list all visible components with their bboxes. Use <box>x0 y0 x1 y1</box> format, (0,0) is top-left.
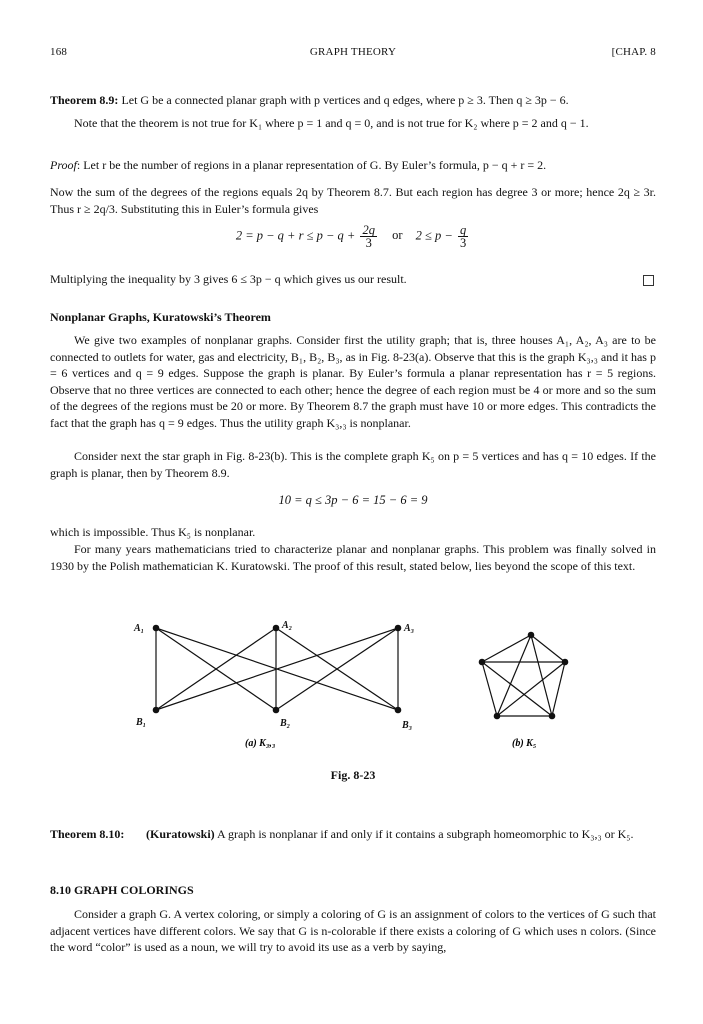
vertex-b2 <box>273 707 280 714</box>
section-8-10-para: Consider a graph G. A vertex coloring, or simply a coloring of G is an assignment of colors to the vertices of G such that adjacent vertices have different colors. We say that G is n-colorable if there exists a coloring of G which uses n colors. (Since the word “color” is used as a noun, we will try to avoid its use as a verb by saying, <box>50 907 656 954</box>
label-a2: A₂ <box>282 620 293 631</box>
eq-left: 2 = p − q + r ≤ p − q + <box>235 228 356 243</box>
k5-vertex-1 <box>528 632 535 639</box>
section-8-10-heading: 8.10 GRAPH COLORINGS <box>50 883 194 897</box>
k5-vertex-3 <box>562 659 569 666</box>
theorem-8-9-label: Theorem 8.9: <box>50 93 119 107</box>
vertex-a2 <box>273 625 280 632</box>
proof-line-1 <box>50 157 656 174</box>
eq-or: or <box>392 228 403 243</box>
qed-box <box>643 275 654 286</box>
vertex-a1 <box>153 625 160 632</box>
label-a1: A₁ <box>134 623 145 634</box>
eq-fraction-1: $\frac{2q}{3}$ <box>362 223 375 250</box>
section-para-2: Consider next the star graph in Fig. 8-23(b). This is the complete graph K₅ on p = 5 vertices and has q = 10 edges. If the graph is planar, then by Theorem 8.9. <box>50 449 656 480</box>
k33-edges <box>156 628 398 710</box>
figure-caption: Fig. 8-23 <box>330 768 376 782</box>
eq-right: 2 ≤ p − <box>415 228 453 243</box>
k5-vertex-2 <box>479 659 486 666</box>
proof-equation <box>50 224 656 249</box>
figure-8-23 <box>50 610 656 760</box>
k5-equation: 10 = q ≤ 3p − 6 = 15 − 6 = 9 <box>278 493 428 507</box>
vertex-b3 <box>395 707 402 714</box>
vertex-a3 <box>395 625 402 632</box>
proof-conclusion: Multiplying the inequality by 3 gives 6 ≤ 3p − q which gives us our result. <box>50 272 407 286</box>
vertex-b1 <box>153 707 160 714</box>
k5-vertex-5 <box>549 713 556 720</box>
label-b2: B₂ <box>280 718 291 729</box>
theorem-8-10-body <box>146 826 656 843</box>
proof-text: : Let r be the number of regions in a planar representation of G. By Euler’s formula, p − q + r = 2. <box>76 158 547 172</box>
section-para-4: For many years mathematicians tried to characterize planar and nonplanar graphs. This problem was finally solved in 1930 by the Polish mathematician K. Kuratowski. The proof of this result, stated below, lies beyond the scope of this text. <box>50 542 656 573</box>
caption-a: (a) K₃,₃ <box>245 738 276 749</box>
k5-edges <box>482 635 565 716</box>
page-number: 168 <box>50 46 68 58</box>
theorem-8-10-label: Theorem 8.10: <box>50 827 125 841</box>
proof-line-2: Now the sum of the degrees of the regions equals 2q by Theorem 8.7. But each region has degree 3 or more; hence 2q ≥ 3r. Thus r ≥ 2q/3. Substituting this in Euler’s formula gives <box>50 185 656 216</box>
chapter-label: [CHAP. 8 <box>611 46 656 58</box>
proof-label: Proof <box>50 158 77 172</box>
label-b3: B₃ <box>402 720 413 731</box>
label-b1: B₁ <box>136 717 147 728</box>
label-a3: A₃ <box>404 623 415 634</box>
theorem-note: Note that the theorem is not true for K₁ where p = 1 and q = 0, and is not true for K₂ where p = 2 and q − 1. <box>74 116 589 130</box>
section-para-1: We give two examples of nonplanar graphs. Consider first the utility graph; that is, three houses A₁, A₂, A₃ are to be connected to outlets for water, gas and electricity, B₁, B₂, B₃, as in Fig. 8-23(a). Observe that this is the graph K₃,₃ and it has p = 6 vertices and q = 9 edges. Suppose the graph is planar. By Euler’s formula a planar representation has r = 5 regions. Observe that no three vertices are connected to each other; hence the degree of each region must be 4 or more and so the sum of the degrees of the regions must be 20 or more. By Theorem 8.7 the graph must have 10 or more edges. This contradicts the fact that the graph has q = 9 edges. Thus the utility graph K₃,₃ is nonplanar. <box>50 333 656 430</box>
theorem-8-10-name: (Kuratowski) <box>146 827 215 841</box>
section-heading: Nonplanar Graphs, Kuratowski’s Theorem <box>50 310 271 324</box>
theorem-8-9 <box>50 92 656 109</box>
theorem-8-10-text: A graph is nonplanar if and only if it contains a subgraph homeomorphic to K₃,₃ or K₅. <box>217 827 634 841</box>
eq-fraction-2: $\frac{q}{3}$ <box>459 223 467 250</box>
theorem-8-10 <box>50 826 656 843</box>
k5-vertex-4 <box>494 713 501 720</box>
theorem-8-9-text: Let G be a connected planar graph with p vertices and q edges, where p ≥ 3. Then q ≥ 3p − 6. <box>121 93 569 107</box>
caption-b: (b) K₅ <box>512 738 537 749</box>
running-title: GRAPH THEORY <box>309 46 397 58</box>
section-para-3: which is impossible. Thus K₅ is nonplanar. <box>50 525 256 539</box>
